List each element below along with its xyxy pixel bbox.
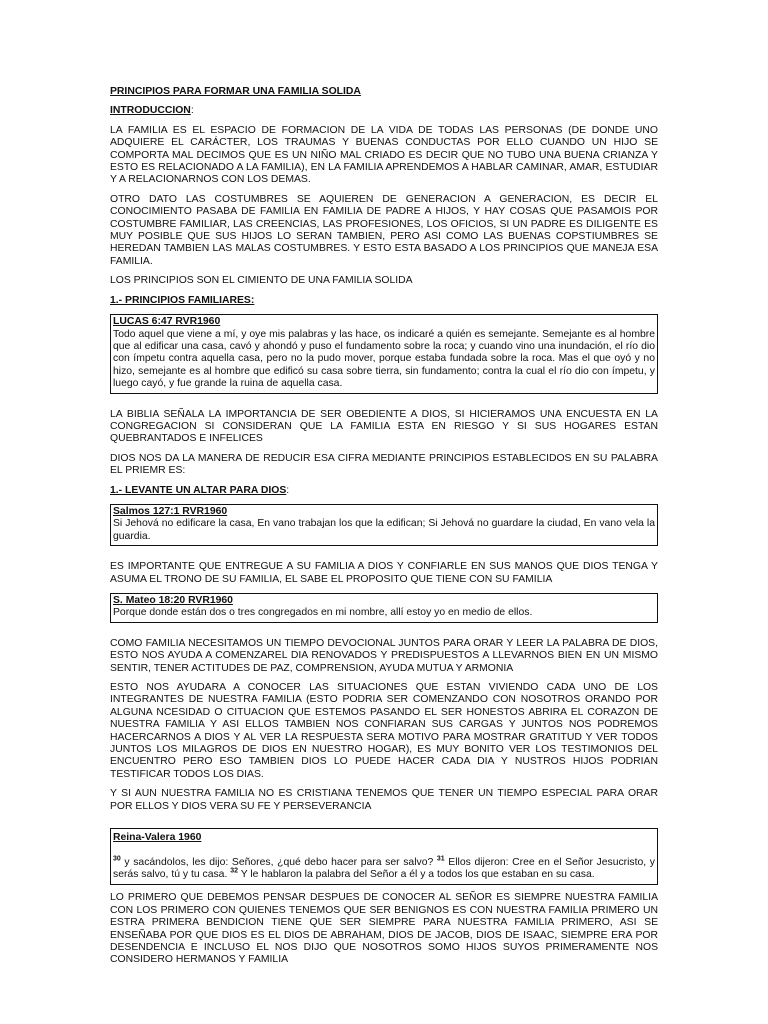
paragraph: LA BIBLIA SEÑALA LA IMPORTANCIA DE SER OBEDIENTE A DIOS, SI HICIERAMOS UNA ENCUESTA EN LA CONGREGACION SI CONSIDERAN QUE LA FAMILIA ESTA EN RIESGO Y SI SUS HOGARES ESTAN QUEBRANTADOS E INFELICES <box>110 408 658 445</box>
scripture-box <box>110 314 658 393</box>
intro-heading <box>110 105 658 117</box>
paragraph: ESTO NOS AYUDARA A CONOCER LAS SITUACIONES QUE ESTAN VIVIENDO CADA UNO DE LOS INTEGRANTES DE NUESTRA FAMILIA (ESTO PODRIA SER COMENZANDO CON NOSOTROS ORANDO POR ALGUNA NCESIDAD O CITUACION QUE ESTEMOS PASANDO EL SER HONESTOS ABRIRA EL CORAZON DE NUESTRA FAMILIA Y ASI ELLOS TAMBIEN NOS CONFIARAN SUS CARGAS Y JUNTOS NOS PODREMOS HACERCARNOS A DIOS Y AL VER LA RESPUESTA SERA MOTIVO PARA MOSTRAR GRATITUD Y VER TODOS JUNTOS LOS MILAGROS DE DIOS EN NUESTRO HOGAR), ES MUY BONITO VER LOS TESTIMONIOS DEL ENCUENTRO PERO ESO TAMBIEN DIOS LO PUEDE HACER CADA DIA Y NUSTROS HIJOS PODRIAN TESTIFICAR TODOS LOS DIAS. <box>110 682 658 780</box>
intro-heading-colon: : <box>190 105 194 117</box>
verse-text: Y le hablaron la palabra del Señor a él y a todos los que estaban en su casa. <box>238 868 595 880</box>
verse-number: 31 <box>436 855 445 863</box>
scripture-text: Porque donde están dos o tres congregados en mi nombre, allí estoy yo en medio de ellos. <box>113 607 533 619</box>
verse-number: 30 <box>113 855 121 863</box>
paragraph: DIOS NOS DA LA MANERA DE REDUCIR ESA CIFRA MEDIANTE PRINCIPIOS ESTABLECIDOS EN SU PALABRA EL PRIEMR ES: <box>110 452 658 477</box>
scripture-box <box>110 593 658 623</box>
section-heading-colon: : <box>286 484 290 496</box>
scripture-box <box>110 504 658 546</box>
paragraph: OTRO DATO LAS COSTUMBRES SE AQUIEREN DE GENERACION A GENERACION, ES DECIR EL CONOCIMIENTO PASABA DE FAMILIA EN FAMILIA DE PADRE A HIJOS, Y HAY COSAS QUE PASAMOIS POR COSTUMBRE FAMILIAR, LAS CREENCIAS, LAS PROFESIONES, LOS OFICIOS, SI UN PADRE ES DILIGENTE ES MUY POSIBLE QUE SUS HIJOS LO SERAN TAMBIEN, PERO ASI COMO LAS BUENAS COPSTIUMBRES SE HEREDAN TAMBIEN LAS MALAS COSTUMBRES. Y ESTO ESTA BASADO A LOS PRINCIPIOS QUE MANEJA ESA FAMILIA. <box>110 193 658 267</box>
paragraph: LO PRIMERO QUE DEBEMOS PENSAR DESPUES DE CONOCER AL SEÑOR ES SIEMPRE NUESTRA FAMILIA CON LOS PRIMERO CON QUIENES TENEMOS QUE SER BENIGNOS ES CON NUESTRA FAMILIA PRIMERO UN ESTRA PRIMERA BENDICION TIENE QUE SER SIEMPRE PARA NUESTRA FAMILIA PRIMERO, ASI SE ENSEÑABA POR QUE DIOS ES EL DIOS DE ABRAHAM, DIOS DE JACOB, DIOS DE ISAAC, SIEMPRE ERA POR DESENDENCIA E INCLUSO EL NOS DIJO QUE NOSOTROS SOMO HIJOS SUYOS PRIMERAMENTE NOS CONSIDERO HERMANOS Y FAMILIA <box>110 892 658 966</box>
scripture-text: Todo aquel que viene a mí, y oye mis palabras y las hace, os indicaré a quién es semejante. Semejante es al hombre que al edificar una casa, cavó y ahondó y puso el fundamento sobre la roca; y cuando vino una inundación, el río dio con ímpetu contra aquella casa, pero no la pudo mover, porque estaba fundada sobre la roca. Mas el que oyó y no hizo, semejante es al hombre que edificó su casa sobre tierra, sin fundamento; contra la cual el río dio con ímpetu, y luego cayó, y fue grande la ruina de aquella casa. <box>113 328 655 390</box>
section-heading: 1.- PRINCIPIOS FAMILIARES: <box>110 294 255 306</box>
scripture-reference: Reina-Valera 1960 <box>113 832 202 844</box>
scripture-text: Si Jehová no edificare la casa, En vano trabajan los que la edifican; Si Jehová no guardare la ciudad, En vano vela la guardia. <box>113 518 655 542</box>
verse-text: y sacándolos, les dijo: Señores, ¿qué debo hacer para ser salvo? <box>120 856 437 868</box>
paragraph: LOS PRINCIPIOS SON EL CIMIENTO DE UNA FAMILIA SOLIDA <box>110 275 413 287</box>
paragraph: COMO FAMILIA NECESITAMOS UN TIEMPO DEVOCIONAL JUNTOS PARA ORAR Y LEER LA PALABRA DE DIOS, ESTO NOS AYUDA A COMENZAREL DIA RENOVADOS Y PREDISPUESTOS A LLEVARNOS BIEN EN UN MISMO SENTIR, TENER ACTITUDES DE PAZ, COMPRENSION, AYUDA MUTUA Y ARMONIA <box>110 637 658 674</box>
intro-heading-text: INTRODUCCION <box>110 105 191 117</box>
paragraph: Y SI AUN NUESTRA FAMILIA NO ES CRISTIANA TENEMOS QUE TENER UN TIEMPO ESPECIAL PARA ORAR POR ELLOS Y DIOS VERA SU FE Y PERSEVERANCIA <box>110 788 658 812</box>
scripture-reference: LUCAS 6:47 RVR1960 <box>113 316 221 328</box>
scripture-text <box>113 857 655 882</box>
scripture-reference: Salmos 127:1 RVR1960 <box>113 505 228 517</box>
verse-number: 32 <box>230 867 239 875</box>
verse-text: Ellos dijeron: Cree en el Señor Jesucristo, y serás salvo, tú y tu casa. <box>113 856 656 880</box>
paragraph: ES IMPORTANTE QUE ENTREGUE A SU FAMILIA A DIOS Y CONFIARLE EN SUS MANOS QUE DIOS TENGA Y ASUMA EL TRONO DE SU FAMILIA, EL SABE EL PROPOSITO QUE TIENE CON SU FAMILIA <box>110 561 658 585</box>
section-heading <box>110 485 658 497</box>
scripture-box <box>110 828 658 885</box>
scripture-reference: S. Mateo 18:20 RVR1960 <box>113 595 233 606</box>
paragraph: LA FAMILIA ES EL ESPACIO DE FORMACION DE LA VIDA DE TODAS LAS PERSONAS (DE DONDE UNO ADQUIERE EL CARÁCTER, LOS TRAUMAS Y BUENAS CONDUCTAS POR ELLO CUANDO UN HIJO SE COMPORTA MAL DECIMOS QUE ES UN NIÑO MAL CRIADO ES DECIR QUE NO TUBO UNA BUENA CRIANZA Y ESTO ES RELACIONADO A LA FAMILIA), EN LA FAMILIA APRENDEMOS A HABLAR CAMINAR, AMAR, ESTUDIAR Y A RELACIONARNOS CON LOS DEMAS. <box>110 124 658 186</box>
document-page <box>110 86 658 974</box>
section-heading-text: 1.- LEVANTE UN ALTAR PARA DIOS <box>110 484 287 496</box>
document-title: PRINCIPIOS PARA FORMAR UNA FAMILIA SOLIDA <box>110 86 361 97</box>
